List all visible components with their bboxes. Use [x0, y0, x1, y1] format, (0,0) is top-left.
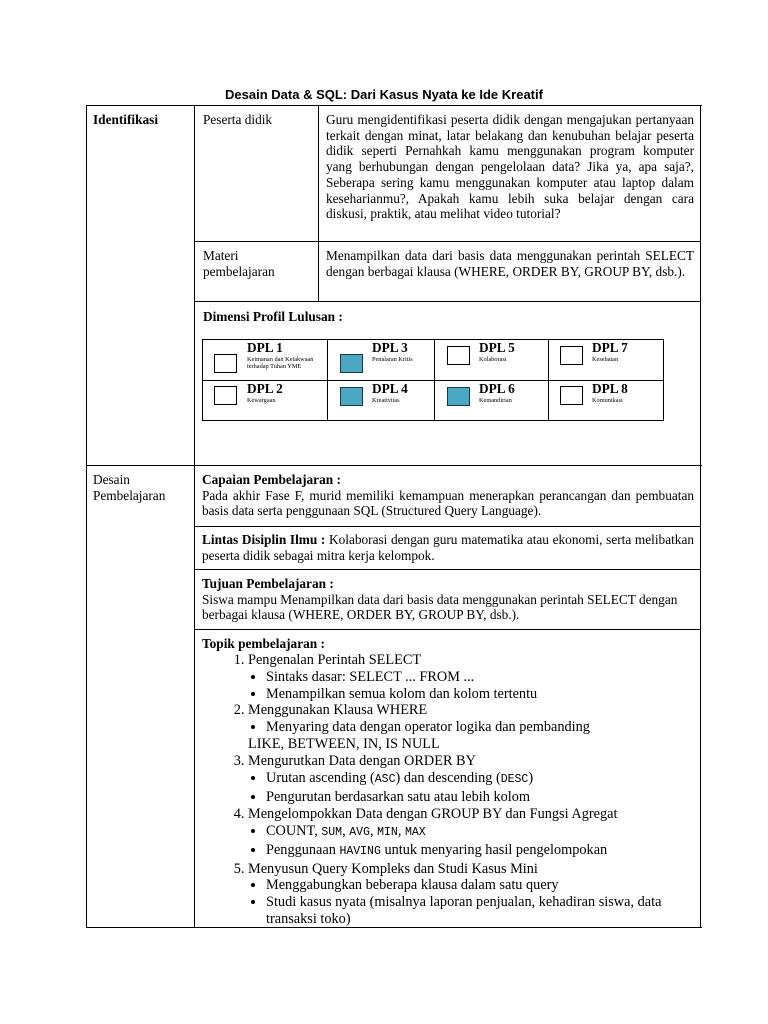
row-divider-lintas: [195, 569, 701, 570]
text-fragment: ,: [397, 822, 405, 839]
text-fragment: Urutan ascending (: [266, 770, 375, 787]
dpl-desc-6: Kemandirian: [479, 397, 512, 404]
capaian-label: Capaian Pembelajaran :: [202, 472, 341, 487]
topik-item: [248, 753, 697, 806]
topik-item: [248, 806, 697, 861]
row-divider-identifikasi: [86, 465, 702, 466]
dpl-desc-7: Kesehatan: [592, 356, 619, 363]
identifikasi-label: [93, 112, 158, 128]
tujuan-label: Tujuan Pembelajaran :: [202, 576, 334, 591]
topik-item: [248, 702, 697, 753]
text-fragment: untuk menyaring hasil pengelompokan: [380, 841, 608, 858]
dpl-cell-4: [328, 381, 434, 420]
desain-label: [93, 472, 165, 503]
materi-label-line1: Materi: [203, 248, 239, 263]
table-top-border: [86, 105, 702, 106]
topik-subitem: [266, 842, 697, 861]
topik-subitem: • Menggabungkan beberapa klausa dalam satu query: [266, 877, 697, 894]
desain-label-line2: Pembelajaran: [93, 487, 166, 503]
tujuan-section: [202, 576, 694, 623]
text-fragment: COUNT: [266, 822, 315, 839]
desain-label-line1: Desain: [93, 472, 130, 487]
topik-item-title: Mengurutkan Data dengan ORDER BY: [248, 753, 476, 770]
topik-subitem: • Pengurutan berdasarkan satu atau lebih kolom: [266, 789, 697, 806]
dpl-checkbox-3[interactable]: [340, 354, 363, 373]
topik-item: [248, 652, 697, 703]
topik-list: [202, 652, 697, 929]
code-desc: DESC: [500, 773, 529, 787]
table-left-border: [86, 105, 87, 928]
dpl-code-3: DPL 3: [372, 340, 408, 355]
dpl-checkbox-4[interactable]: [340, 387, 363, 406]
materi-label: [203, 248, 275, 279]
identifikasi-label-text: Identifikasi: [93, 112, 159, 127]
table-right-border: [700, 105, 701, 928]
dpl-desc-3: Penalaran Kritis: [372, 356, 413, 363]
dpl-grid: [202, 339, 664, 421]
dpl-cell-8: [549, 381, 663, 420]
lintas-text: Kolaborasi dengan guru matematika atau ekonomi, serta melibatkan peserta didik sebagai mitra kerja kelompok.: [202, 532, 694, 563]
topik-subitem: • Sintaks dasar: SELECT ... FROM ...: [266, 669, 697, 686]
col2-divider: [318, 105, 319, 302]
topik-subitem: [266, 823, 697, 842]
dpl-cell-3: [328, 340, 434, 380]
dpl-desc-8: Komunikasi: [592, 397, 623, 404]
dpl-code-4: DPL 4: [372, 381, 408, 396]
dimensi-label-text: Dimensi Profil Lulusan :: [203, 309, 343, 324]
dpl-code-2: DPL 2: [247, 381, 283, 396]
peserta-label: Peserta didik: [203, 112, 273, 127]
code-min: MIN: [377, 825, 398, 839]
topik-subitem: [266, 770, 697, 789]
dpl-code-1: DPL 1: [247, 340, 283, 355]
row-divider-tujuan: [195, 629, 701, 630]
col1-divider: [194, 105, 195, 928]
code-asc: ASC: [374, 773, 396, 787]
dpl-checkbox-6[interactable]: [447, 387, 470, 406]
dpl-checkbox-7[interactable]: [560, 346, 583, 365]
topik-item: [248, 861, 697, 929]
topik-item-title: Menyusun Query Kompleks dan Studi Kasus Mini: [248, 860, 538, 877]
dpl-cell-2: [203, 381, 327, 420]
dpl-code-8: DPL 8: [592, 381, 628, 396]
code-having: HAVING: [339, 844, 381, 858]
materi-text: Menampilkan data dari basis data menggunakan perintah SELECT dengan berbagai klausa (WHERE, ORDER BY, GROUP BY, dsb.).: [326, 248, 694, 279]
text-fragment: ,: [314, 822, 322, 839]
document-title: Desain Data & SQL: Dari Kasus Nyata ke Ide Kreatif: [225, 87, 543, 102]
dimensi-label: [203, 309, 343, 325]
topik-subitem: • Menyaring data dengan operator logika dan pembanding: [266, 719, 697, 736]
lintas-section: [202, 532, 694, 563]
row-divider-peserta: [195, 241, 701, 242]
text-fragment: Penggunaan: [266, 841, 340, 858]
dpl-cell-5: [435, 340, 548, 380]
dpl-code-5: DPL 5: [479, 340, 515, 355]
topik-continuation-text: LIKE, BETWEEN, IN, IS NULL: [248, 736, 440, 753]
dpl-desc-4: Kreativitas: [372, 397, 400, 404]
dpl-desc-5: Kolaborasi: [479, 356, 507, 363]
topik-item-title: Mengelompokkan Data dengan GROUP BY dan Fungsi Agregat: [248, 805, 618, 822]
peserta-text: Guru mengidentifikasi peserta didik dengan mengajukan pertanyaan terkait dengan minat, latar belakang dan kenubuhan belajar peserta didik seperti Pernahkah kamu menggunakan program komputer yang berhubungan dengan pengelolaan data? Jika ya, apa saja?, Seberapa sering kamu menggunakan komputer atau laptop dalam keseharianmu?, Apakah kamu lebih suka belajar dengan cara diskusi, praktik, atau melihat video tutorial?: [326, 112, 694, 222]
materi-label-line2: pembelajaran: [203, 263, 275, 279]
code-sum: SUM: [321, 825, 343, 839]
topik-section: [202, 636, 697, 928]
text-fragment: ,: [342, 822, 350, 839]
topik-subitem: • Menampilkan semua kolom dan kolom tertentu: [266, 686, 697, 703]
topik-item-title: Menggunakan Klausa WHERE: [248, 702, 428, 719]
dpl-desc-2: Kewargaan: [247, 397, 276, 404]
capaian-section: [202, 472, 694, 519]
dpl-checkbox-1[interactable]: [214, 354, 237, 373]
row-divider-materi: [195, 301, 701, 302]
row-divider-capaian: [195, 526, 701, 527]
code-max: MAX: [404, 825, 426, 839]
topik-subitem-continuation: [230, 736, 697, 753]
dpl-desc-1: Keimanan dan Ketakwaan terhadap Tuhan YME: [247, 356, 314, 370]
lintas-label: Lintas Disiplin Ilmu :: [202, 532, 326, 547]
topik-item-title: Pengenalan Perintah SELECT: [248, 651, 422, 668]
dpl-code-6: DPL 6: [479, 381, 515, 396]
text-fragment: ) dan descending (: [395, 770, 501, 787]
text-fragment: ,: [369, 822, 378, 839]
topik-subitem: • Studi kasus nyata (misalnya laporan penjualan, kehadiran siswa, data transaksi toko): [266, 894, 697, 928]
text-fragment: ): [528, 770, 534, 787]
dpl-cell-6: [435, 381, 548, 420]
dpl-cell-7: [549, 340, 663, 380]
code-avg: AVG: [349, 825, 370, 839]
dpl-cell-1: [203, 340, 327, 380]
capaian-text: Pada akhir Fase F, murid memiliki kemampuan menerapkan perancangan dan pembuatan basis data serta penggunaan SQL (Structured Query Language).: [202, 487, 694, 519]
dpl-checkbox-5[interactable]: [447, 346, 470, 365]
topik-label: Topik pembelajaran :: [202, 636, 325, 651]
dpl-code-7: DPL 7: [592, 340, 628, 355]
tujuan-text: Siswa mampu Menampilkan data dari basis data menggunakan perintah SELECT dengan berbagai klausa (WHERE, ORDER BY, GROUP BY, dsb.).: [202, 591, 678, 623]
dpl-checkbox-8[interactable]: [560, 386, 583, 405]
dpl-checkbox-2[interactable]: [214, 386, 237, 405]
